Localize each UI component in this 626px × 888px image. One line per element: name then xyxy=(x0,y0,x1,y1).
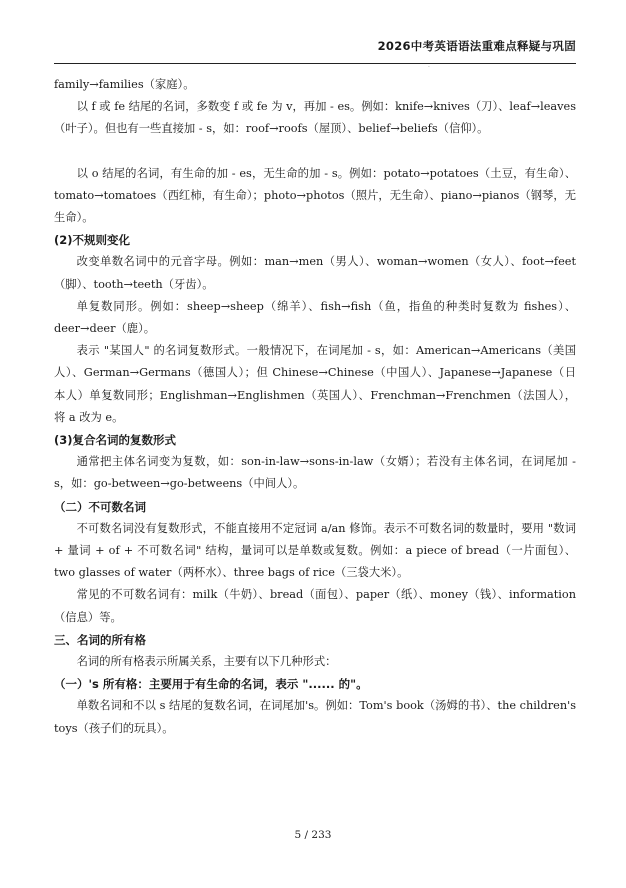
section-heading: (2)不规则变化 xyxy=(54,233,131,248)
section-heading: （二）不可数名词 xyxy=(54,499,146,514)
page-header-title: 2026中考英语语法重难点释疑与巩固 xyxy=(377,39,576,53)
header-mark: · xyxy=(428,64,430,71)
paragraph: 常见的不可数名词有：milk（牛奶）、bread（面包）、paper（纸）、money（钱）、information（信息）等。 xyxy=(54,588,576,624)
page-content xyxy=(54,74,576,740)
section-heading: (3)复合名词的复数形式 xyxy=(54,433,177,448)
paragraph: 表示 "某国人" 的名词复数形式。一般情况下，在词尾加 - s，如：American→Americans（美国人）、German→Germans（德国人）；但 Chinese→Chinese（中国人）、Japanese→Japanese（日本人）单复数同形；Englishman→Englishmen（英国人）、Frenchman→Frenchmen（法国人），将 a 改为 e。 xyxy=(54,344,576,424)
paragraph: 不可数名词没有复数形式，不能直接用不定冠词 a/an 修饰。表示不可数名词的数量时，要用 "数词 + 量词 + of + 不可数名词" 结构，量词可以是单数或复数。例如：a piece of bread（一片面包）、two glasses of water（两杯水）、three bags of rice（三袋大米）。 xyxy=(54,521,576,580)
blank-line xyxy=(54,141,576,163)
section-heading: （一）'s 所有格：主要用于有生命的名词，表示 "...... 的"。 xyxy=(54,677,368,692)
paragraph: 以 o 结尾的名词，有生命的加 - es，无生命的加 - s。例如：potato→potatoes（土豆，有生命）、tomato→tomatoes（西红柿，有生命）；photo→photos（照片，无生命）、piano→pianos（钢琴，无生命）。 xyxy=(54,166,576,225)
paragraph: family→families（家庭）。 xyxy=(54,78,195,91)
header-divider xyxy=(54,63,576,64)
paragraph: 单数名词和不以 s 结尾的复数名词，在词尾加's。例如：Tom's book（汤姆的书）、the children's toys（孩子们的玩具）。 xyxy=(54,699,576,735)
paragraph: 名词的所有格表示所属关系，主要有以下几种形式： xyxy=(76,655,337,669)
page-number: 5 / 233 xyxy=(294,829,332,841)
paragraph: 通常把主体名词变为复数，如：son-in-law→sons-in-law（女婿）；若没有主体名词，在词尾加 - s，如：go-between→go-betweens（中间人）。 xyxy=(54,455,576,491)
chapter-heading: 三、名词的所有格 xyxy=(54,632,146,647)
paragraph: 单复数同形。例如：sheep→sheep（绵羊）、fish→fish（鱼，指鱼的种类时复数为 fishes）、deer→deer（鹿）。 xyxy=(54,299,576,336)
paragraph: 改变单数名词中的元音字母。例如：man→men（男人）、woman→women（女人）、foot→feet（脚）、tooth→teeth（牙齿）。 xyxy=(54,255,576,291)
paragraph: 以 f 或 fe 结尾的名词，多数变 f 或 fe 为 v，再加 - es。例如：knife→knives（刀）、leaf→leaves（叶子）。但也有一些直接加 - s，如：roof→roofs（屋顶）、belief→beliefs（信仰）。 xyxy=(54,100,576,136)
